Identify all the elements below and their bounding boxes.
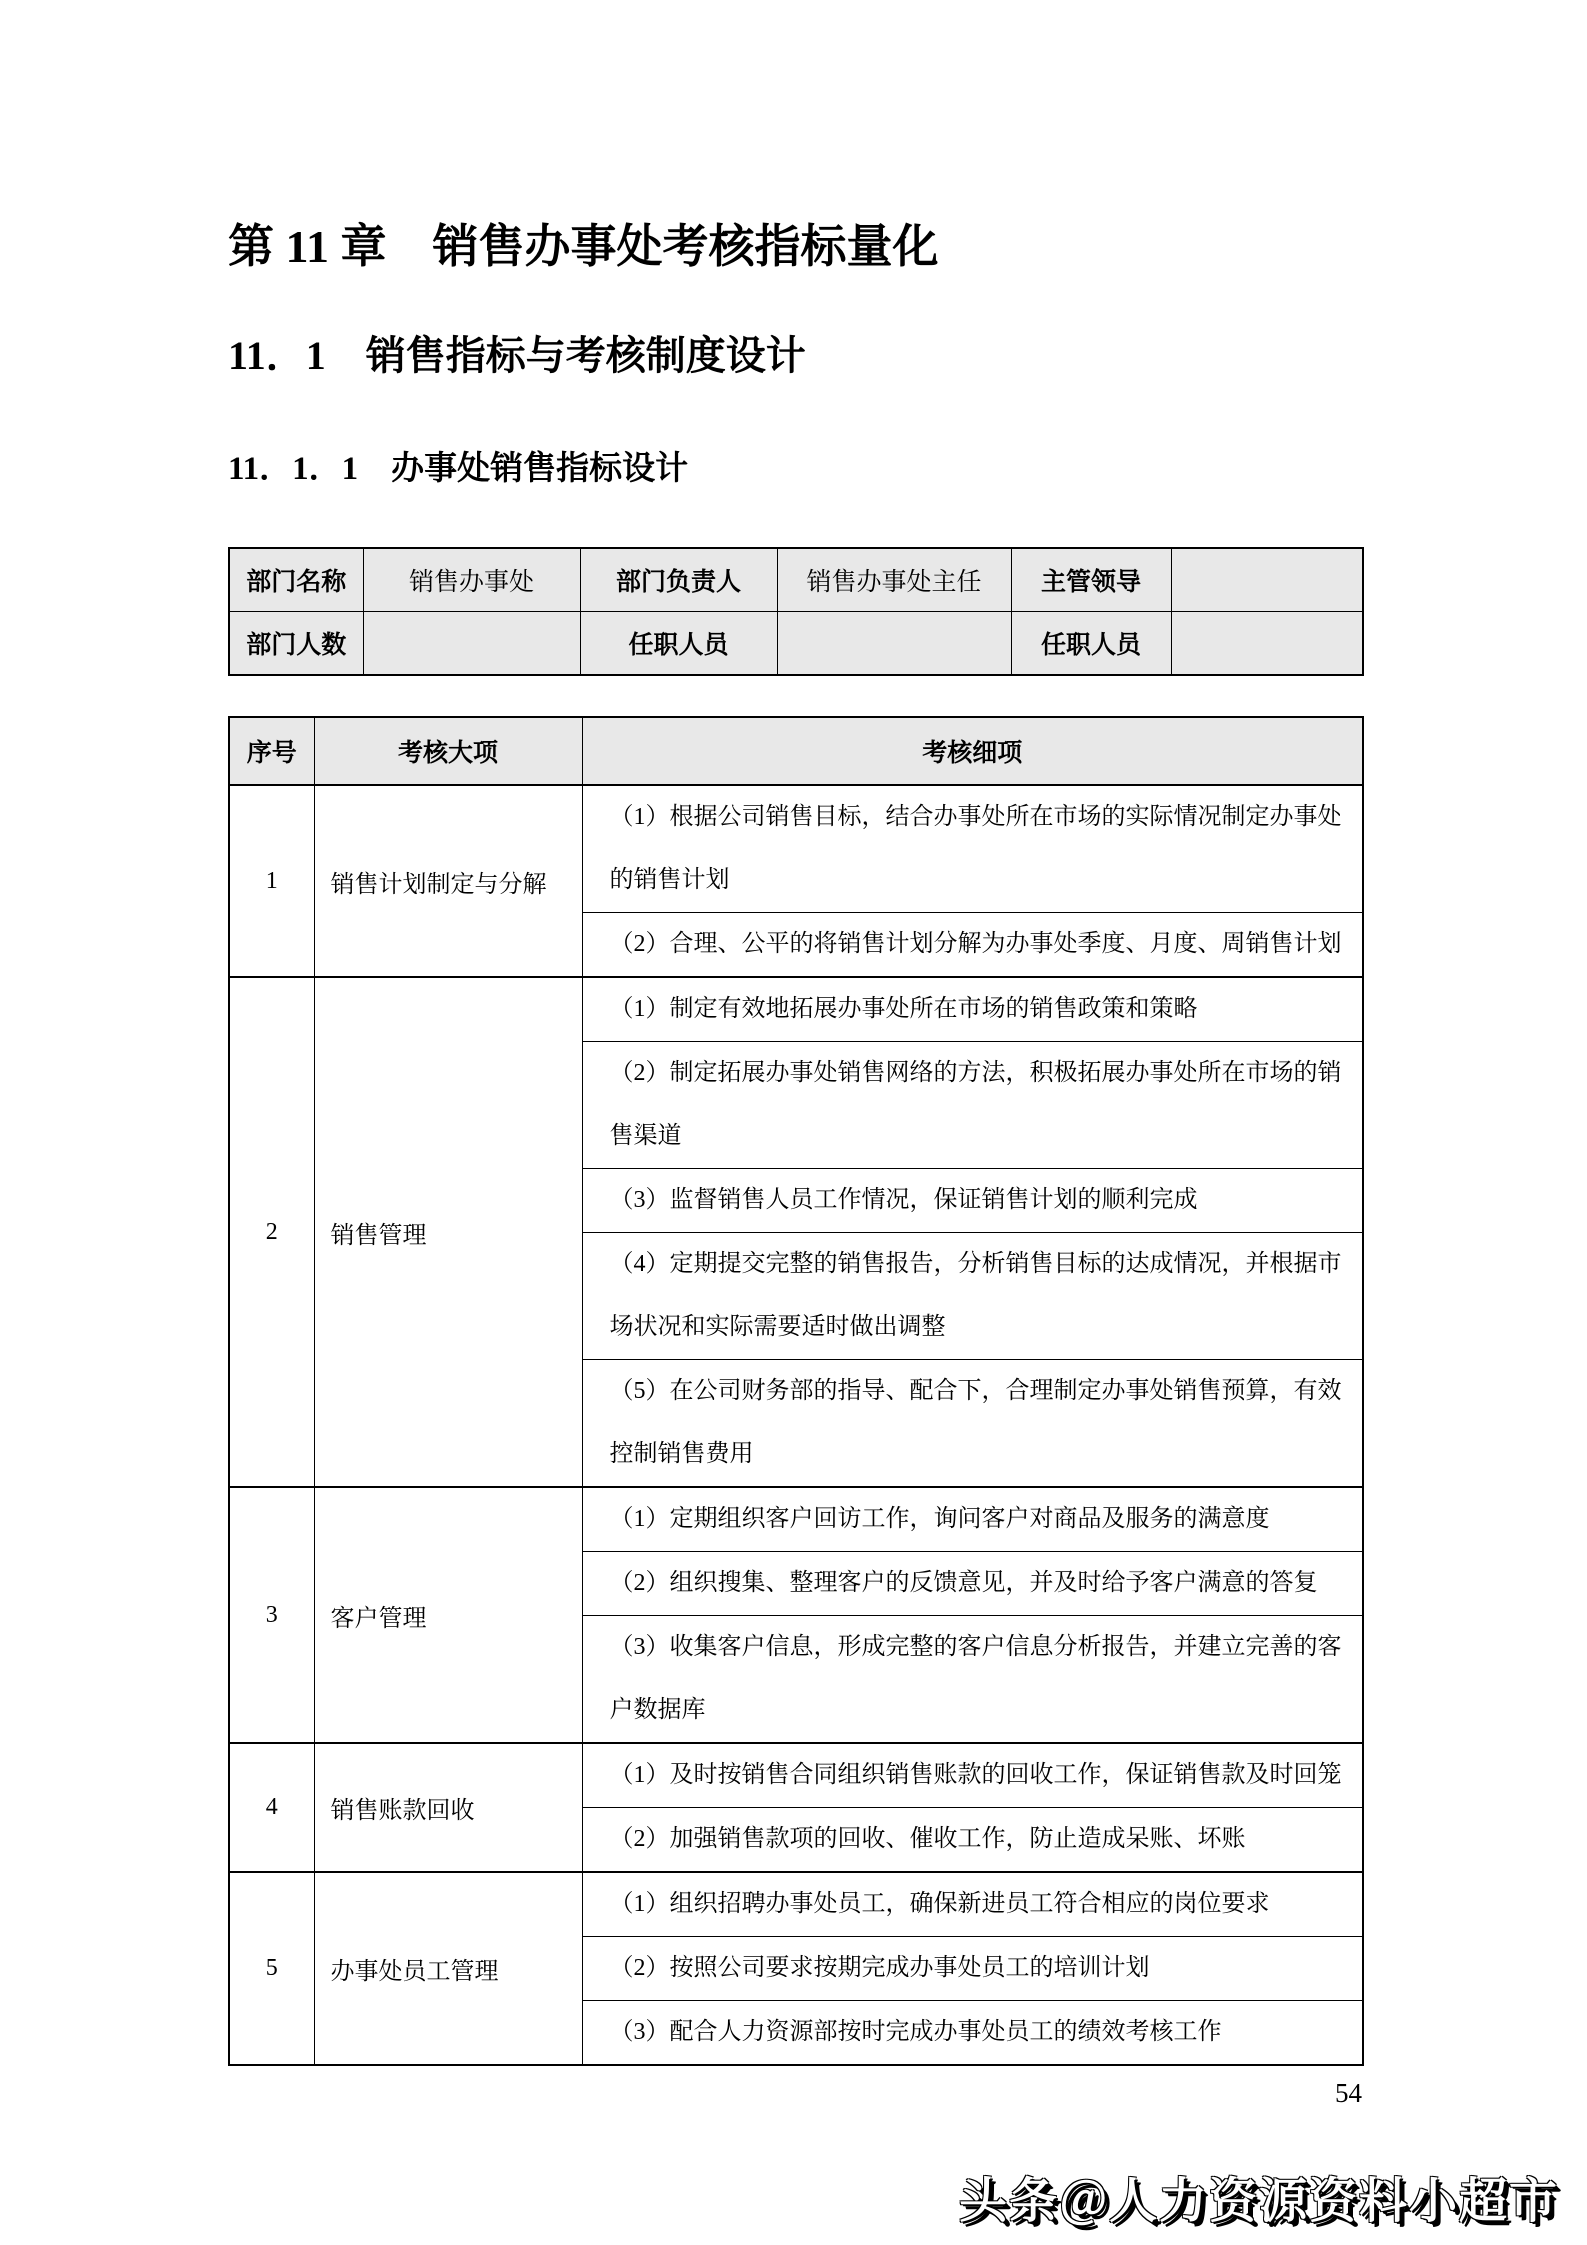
assessment-detail-text: （1）组织招聘办事处员工，确保新进员工符合相应的岗位要求: [609, 1891, 1270, 1917]
incumbent2-value: [1171, 612, 1363, 676]
assessment-detail-text: （1）及时按销售合同组织销售账款的回收工作，保证销售款及时回笼: [609, 1762, 1342, 1788]
header-category: 考核大项: [314, 717, 582, 785]
dept-head-label: 部门负责人: [580, 548, 777, 612]
assessment-detail-text: （2）加强销售款项的回收、催收工作，防止造成呆账、坏账: [609, 1826, 1246, 1852]
header-no: 序号: [229, 717, 314, 785]
header-details: 考核细项: [582, 717, 1363, 785]
table-row: [229, 612, 1363, 676]
assessment-detail-cell: [582, 1616, 1363, 1744]
chapter-title: 第 11 章 销售办事处考核指标量化: [228, 221, 939, 272]
group-no: 3: [229, 1487, 314, 1743]
assessment-row: [229, 1743, 1363, 1808]
assessment-detail-text: （1）定期组织客户回访工作，询问客户对商品及服务的满意度: [609, 1506, 1270, 1532]
assessment-detail-text: （2）组织搜集、整理客户的反馈意见，并及时给予客户满意的答复: [609, 1570, 1318, 1596]
group-no: 4: [229, 1743, 314, 1872]
assessment-row: [229, 977, 1363, 1042]
assessment-detail-cell: [582, 913, 1363, 978]
supervisor-label: 主管领导: [1011, 548, 1171, 612]
section-title: 11．1 销售指标与考核制度设计: [228, 333, 806, 378]
incumbent-label: 任职人员: [580, 612, 777, 676]
dept-name-label: 部门名称: [229, 548, 363, 612]
group-category: 办事处员工管理: [314, 1872, 582, 2065]
assessment-detail-cell: [582, 977, 1363, 1042]
group-category: 客户管理: [314, 1487, 582, 1743]
assessment-detail-text: （3）配合人力资源部按时完成办事处员工的绩效考核工作: [609, 2019, 1222, 2045]
assessment-detail-text: （5）在公司财务部的指导、配合下，合理制定办事处销售预算，有效控制销售费用: [609, 1378, 1342, 1467]
group-category: 销售管理: [314, 977, 582, 1487]
assessment-detail-text: （1）制定有效地拓展办事处所在市场的销售政策和策略: [609, 996, 1198, 1022]
assessment-detail-cell: [582, 1552, 1363, 1616]
headcount-label: 部门人数: [229, 612, 363, 676]
assessment-detail-text: （4）定期提交完整的销售报告，分析销售目标的达成情况，并根据市场状况和实际需要适时做出调整: [609, 1251, 1342, 1340]
group-no: 5: [229, 1872, 314, 2065]
group-no: 2: [229, 977, 314, 1487]
assessment-detail-cell: [582, 1937, 1363, 2001]
dept-name-value: 销售办事处: [363, 548, 580, 612]
incumbent-value: [777, 612, 1011, 676]
assessment-detail-cell: [582, 1169, 1363, 1233]
assessment-detail-cell: [582, 1233, 1363, 1360]
subsection-title: 11．1．1 办事处销售指标设计: [228, 451, 689, 487]
assessment-detail-cell: [582, 1743, 1363, 1808]
assessment-header-row: [229, 717, 1363, 785]
assessment-detail-text: （3）监督销售人员工作情况，保证销售计划的顺利完成: [609, 1187, 1198, 1213]
group-category: 销售计划制定与分解: [314, 785, 582, 977]
incumbent2-label: 任职人员: [1011, 612, 1171, 676]
assessment-table: [228, 716, 1364, 2066]
dept-head-value: 销售办事处主任: [777, 548, 1011, 612]
assessment-detail-cell: [582, 1808, 1363, 1873]
assessment-detail-cell: [582, 2001, 1363, 2066]
assessment-row: [229, 785, 1363, 913]
group-no: 1: [229, 785, 314, 977]
assessment-detail-cell: [582, 1042, 1363, 1169]
assessment-detail-cell: [582, 1360, 1363, 1488]
assessment-detail-text: （2）制定拓展办事处销售网络的方法，积极拓展办事处所在市场的销售渠道: [609, 1060, 1342, 1149]
assessment-row: [229, 1487, 1363, 1552]
assessment-detail-cell: [582, 1487, 1363, 1552]
watermark-text: 头条＠人力资源资料小超市: [958, 2175, 1559, 2228]
supervisor-value: [1171, 548, 1363, 612]
assessment-detail-cell: [582, 1872, 1363, 1937]
page-number: 54: [1335, 2078, 1362, 2108]
assessment-detail-cell: [582, 785, 1363, 913]
assessment-detail-text: （1）根据公司销售目标，结合办事处所在市场的实际情况制定办事处的销售计划: [609, 804, 1342, 893]
group-category: 销售账款回收: [314, 1743, 582, 1872]
assessment-detail-text: （2）按照公司要求按期完成办事处员工的培训计划: [609, 1955, 1150, 1981]
assessment-row: [229, 1872, 1363, 1937]
assessment-detail-text: （3）收集客户信息，形成完整的客户信息分析报告，并建立完善的客户数据库: [609, 1634, 1342, 1723]
assessment-detail-text: （2）合理、公平的将销售计划分解为办事处季度、月度、周销售计划: [609, 931, 1342, 957]
department-info-table: [228, 547, 1364, 676]
table-row: [229, 548, 1363, 612]
headcount-value: [363, 612, 580, 676]
